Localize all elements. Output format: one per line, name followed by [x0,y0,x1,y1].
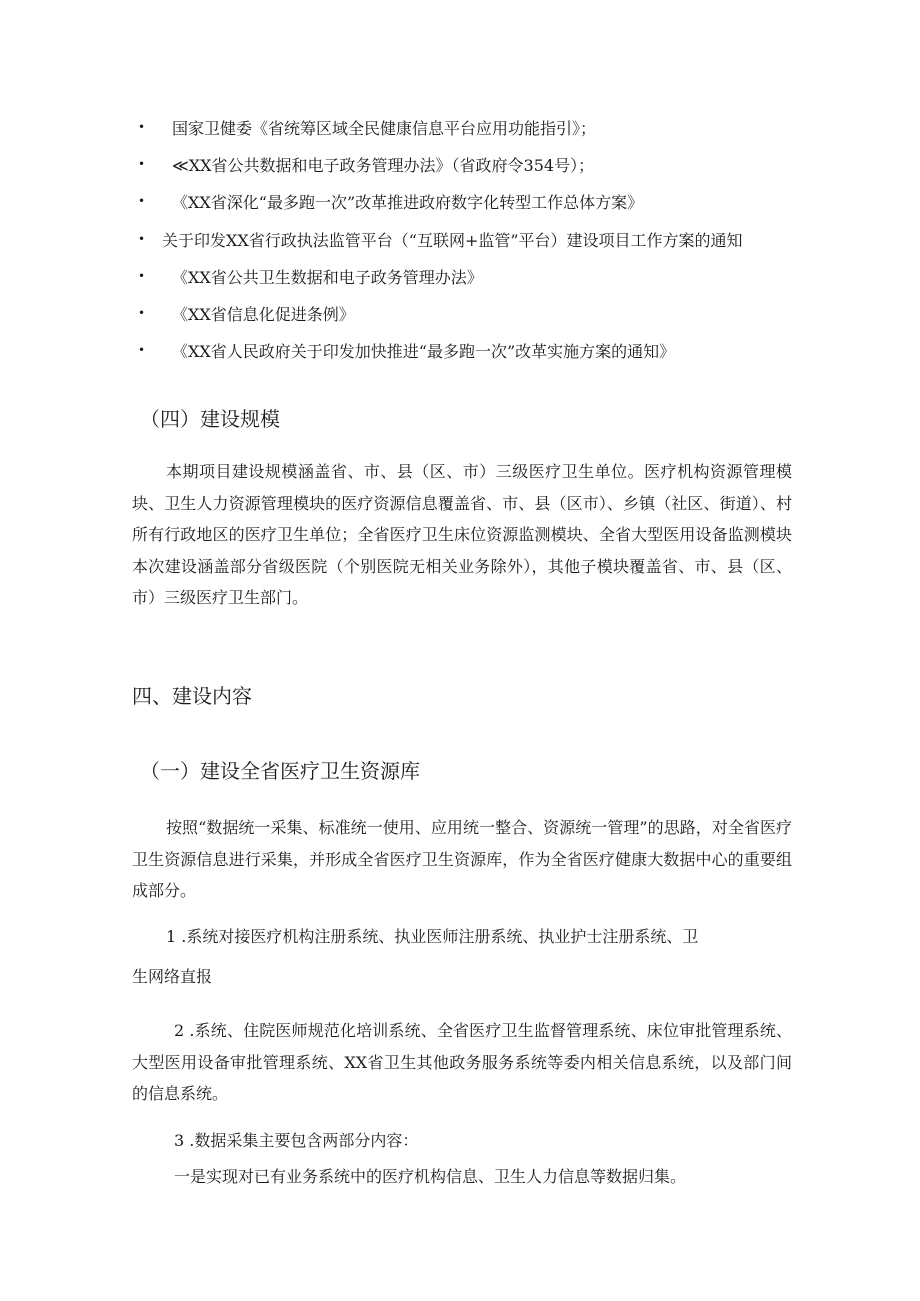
bullet-item: 国家卫健委《省统筹区域全民健康信息平台应用功能指引》； [172,119,597,138]
bullet-icon: • [138,194,146,208]
bullet-icon: • [138,120,146,134]
bullet-icon: • [138,306,146,320]
list-item-3: 3 .数据采集主要包含两部分内容： [174,1131,419,1150]
section-scale-paragraph: 本期项目建设规模涵盖省、市、县（区、市）三级医疗卫生单位。医疗机构资源管理模块、卫生人力资源管理模块的医疗资源信息覆盖省、市、县（区市）、乡镇（社区、街道）、村所有行政地区的医疗卫生单位；全省医疗卫生床位资源监测模块、全省大型医用设备监测模块本次建设涵盖部分省级医院（个别医院无相关业务除外），其他子模块覆盖省、市、县（区、市）三级医疗卫生部门。 [132,462,792,607]
section-heading-scale: （四）建设规模 [140,407,280,431]
bullet-item: ≪XX省公共数据和电子政务管理办法》（省政府令354号）； [172,156,595,175]
bullet-item: 《XX省信息化促进条例》 [172,305,355,324]
list-item-1-line-2: 生网络直报 [132,967,213,986]
bullet-icon: • [138,232,146,246]
intro-paragraph: 按照“数据统一采集、标准统一使用、应用统一整合、资源统一管理”的思路，对全省医疗卫生资源信息进行采集，并形成全省医疗卫生资源库，作为全省医疗健康大数据中心的重要组成部分。 [132,818,792,900]
bullet-item: 《XX省公共卫生数据和电子政务管理办法》 [172,268,483,287]
bullet-item: 《XX省人民政府关于印发加快推进“最多跑一次”改革实施方案的通知》 [172,342,676,361]
subsection-heading: （一）建设全省医疗卫生资源库 [140,759,420,783]
bullet-item: 关于印发XX省行政执法监管平台（“互联网+监管”平台）建设项目工作方案的通知 [162,231,743,250]
list-item-2: 2 .系统、住院医师规范化培训系统、全省医疗卫生监督管理系统、床位审批管理系统、大型医用设备审批管理系统、XX省卫生其他政务服务系统等委内相关信息系统，以及部门间的信息系统。 [132,1021,792,1103]
list-item-3-sub: 一是实现对已有业务系统中的医疗机构信息、卫生人力信息等数据归集。 [174,1167,687,1186]
bullet-icon: • [138,157,146,171]
chapter-heading: 四、建设内容 [132,684,252,708]
bullet-icon: • [138,269,146,283]
list-item-1-line-1: 1 .系统对接医疗机构注册系统、执业医师注册系统、执业护士注册系统、卫 [166,927,699,946]
bullet-item: 《XX省深化“最多跑一次”改革推进政府数字化转型工作总体方案》 [172,193,644,212]
bullet-icon: • [138,343,146,357]
